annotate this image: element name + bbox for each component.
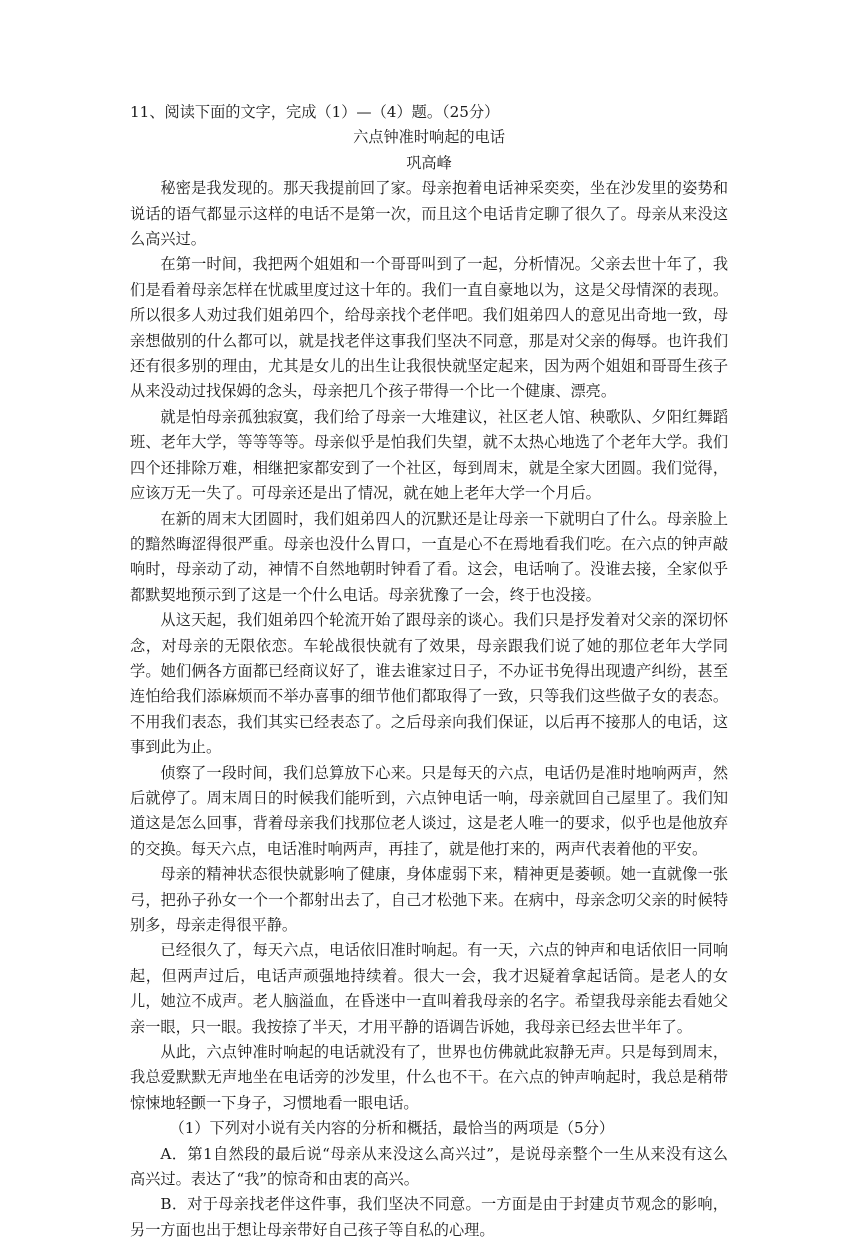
story-paragraph-4: 在新的周末大团圆时，我们姐弟四人的沉默还是让母亲一下就明白了什么。母亲脸上的黯然晦涩得很严重。母亲也没什么胃口，一直是心不在焉地看我们吃。在六点的钟声敲响时，母亲动了动，神情不自然地朝时钟看了看。这会，电话响了。没谁去接，全家似乎都默契地预示到了这是一个什么电话。母亲犹豫了一会，终于也没接。	[130, 509, 728, 604]
story-paragraph-5: 从这天起，我们姐弟四个轮流开始了跟母亲的谈心。我们只是抒发着对父亲的深切怀念，对母亲的无限依恋。车轮战很快就有了效果，母亲跟我们说了她的那位老年大学同学。她们俩各方面都已经商议好了，谁去谁家过日子，不办证书免得出现遗产纠纷，甚至连怕给我们添麻烦而不举办喜事的细节他们都取得了一致，只等我们这些做子女的表态。不用我们表态，我们其实已经表态了。之后母亲向我们保证，以后再不接那人的电话，这事到此为止。	[130, 611, 728, 757]
option-b: B．对于母亲找老伴这件事，我们坚决不同意。一方面是由于封建贞节观念的影响，另一方面也出于想让母亲带好自己孩子等自私的心理。	[130, 1195, 728, 1239]
question-header: 11、阅读下面的文字，完成（1）—（4）题。（25分）	[130, 103, 500, 121]
story-paragraph-8: 已经很久了，每天六点，电话依旧准时响起。有一天，六点的钟声和电话依旧一同响起，但两声过后，电话声顽强地持续着。很大一会，我才迟疑着拿起话筒。是老人的女儿，她泣不成声。老人脑溢血，在昏迷中一直叫着我母亲的名字。希望我母亲能去看她父亲一眼，只一眼。我按捺了半天，才用平静的语调告诉她，我母亲已经去世半年了。	[130, 941, 728, 1036]
story-title: 六点钟准时响起的电话	[353, 128, 505, 147]
story-paragraph-3: 就是怕母亲孤独寂寞，我们给了母亲一大堆建议，社区老人馆、秧歌队、夕阳红舞蹈班、老年大学，等等等等。母亲似乎是怕我们失望，就不太热心地选了个老年大学。我们四个还排除万难，相继把家都安到了一个社区，每到周末，就是全家大团圆。我们觉得，应该万无一失了。可母亲还是出了情况，就在她上老年大学一个月后。	[130, 407, 728, 503]
story-paragraph-9: 从此，六点钟准时响起的电话就没有了，世界也仿佛就此寂静无声。只是每到周末，我总爱默默无声地坐在电话旁的沙发里，什么也不干。在六点的钟声响起时，我总是稍带惊悚地轻颤一下身子，习惯地看一眼电话。	[130, 1043, 728, 1112]
story-paragraph-6: 侦察了一段时间，我们总算放下心来。只是每天的六点，电话仍是准时地响两声，然后就停了。周末周日的时候我们能听到，六点钟电话一响，母亲就回自己屋里了。我们知道这是怎么回事，背着母亲我们找那位老人谈过，这是老人唯一的要求，似乎也是他放弃的交换。每天六点，电话准时响两声，再挂了，就是他打来的，两声代表着他的平安。	[130, 763, 728, 858]
story-paragraph-1: 秘密是我发现的。那天我提前回了家。母亲抱着电话神采奕奕，坐在沙发里的姿势和说话的语气都显示这样的电话不是第一次，而且这个电话肯定聊了很久了。母亲从来没这么高兴过。	[130, 179, 728, 249]
story-paragraph-7: 母亲的精神状态很快就影响了健康，身体虚弱下来，精神更是萎顿。她一直就像一张弓，把孙子孙女一个一个都射出去了，自己才松弛下来。在病中，母亲念叨父亲的时候特别多，母亲走得很平静。	[130, 865, 728, 934]
sub-question-stem: （1）下列对小说有关内容的分析和概括，最恰当的两项是（5分）	[169, 1119, 615, 1138]
document-content	[130, 100, 728, 1243]
story-author: 巩高峰	[406, 153, 452, 172]
option-a: A．第1自然段的最后说“母亲从来没这么高兴过”，是说母亲整个一生从来没有这么高兴过。表达了“我”的惊奇和由衷的高兴。	[130, 1144, 728, 1189]
story-paragraph-2: 在第一时间，我把两个姐姐和一个哥哥叫到了一起，分析情况。父亲去世十年了，我们是看着母亲怎样在忧戚里度过这十年的。我们一直自豪地以为，这是父母情深的表现。所以很多人劝过我们姐弟四个，给母亲找个老伴吧。我们姐弟四人的意见出奇地一致，母亲想做别的什么都可以，就是找老伴这事我们坚决不同意，那是对父亲的侮辱。也许我们还有很多别的理由，尤其是女儿的出生让我很快就坚定起来，因为两个姐姐和哥哥生孩子从来没动过找保姆的念头，母亲把几个孩子带得一个比一个健康、漂亮。	[130, 255, 728, 401]
